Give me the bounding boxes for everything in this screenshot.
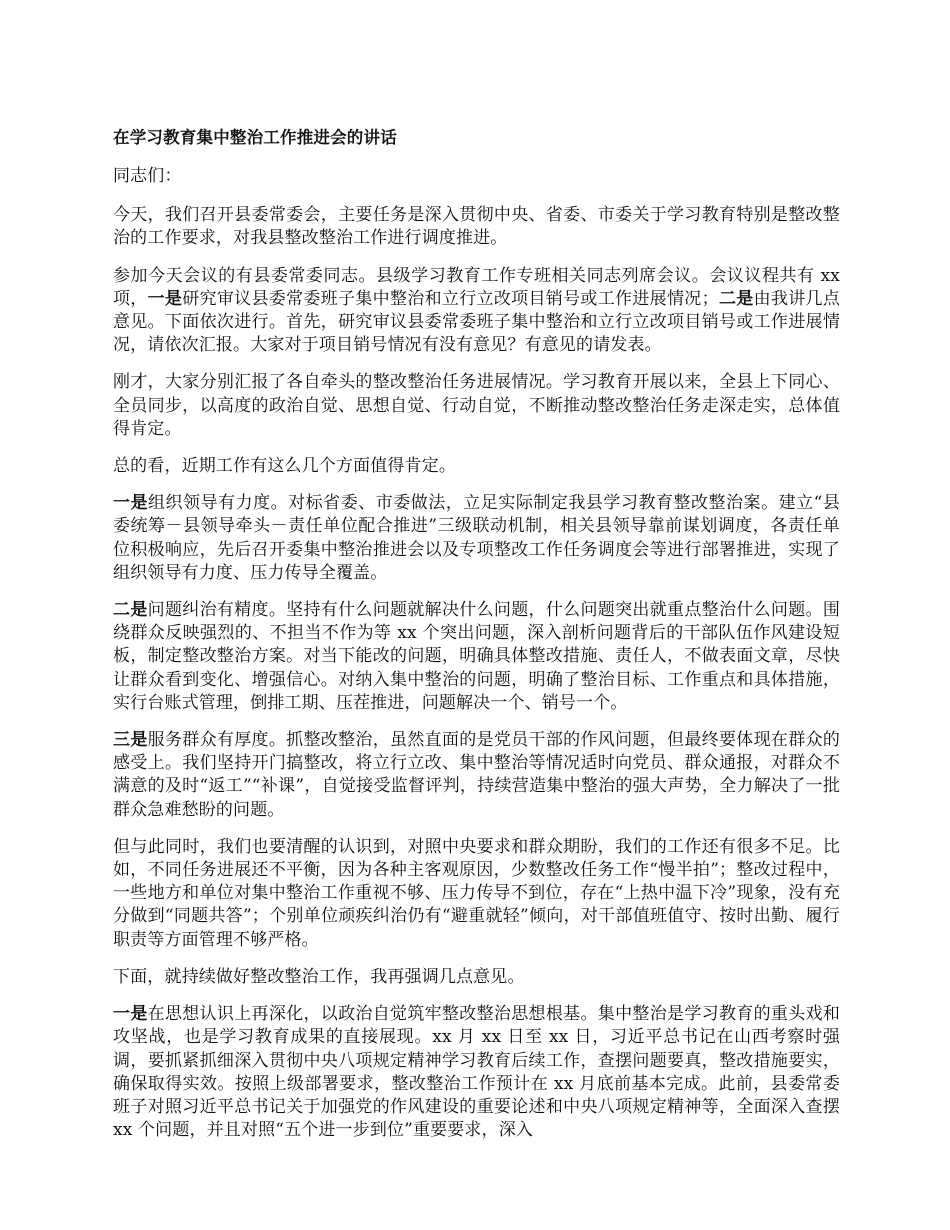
- paragraph-text: 参加今天会议的有县委常委同志。县级学习教育工作专班相关同志列席会议。会议议程共有 xx 项，: [113, 265, 840, 309]
- paragraph-text: 今天，我们召开县委常委会，主要任务是深入贯彻中央、省委、市委关于学习教育特别是整改整治的工作要求，对我县整改整治工作进行调度推进。: [113, 205, 840, 249]
- paragraph-text: 服务群众有厚度。抓整改整治，虽然直面的是党员干部的作风问题，但最终要体现在群众的感受上。我们坚持开门搞整改，将立行立改、集中整治等情况适时向党员、群众通报，对群众不满意的及时“返工”“补课”，自觉接受监督评判，持续营造集中整治的强大声势，全力解决了一批群众急难愁盼的问题。: [113, 730, 840, 820]
- paragraph-lead: 二是: [113, 600, 148, 621]
- paragraph-lead: 一是: [147, 288, 183, 309]
- paragraph-text: 但与此同时，我们也要清醒的认识到，对照中央要求和群众期盼，我们的工作还有很多不足。比如，不同任务进展还不平衡，因为各种主客观原因，少数整改任务工作“慢半拍”；整改过程中，一些地方和单位对集中整治工作重视不够、压力传导不到位，存在“上热中温下冷”现象，没有充分做到“同题共答”；个别单位顽疾纠治仍有“避重就轻”倾向，对干部值班值守、按时出勤、履行职责等方面管理不够严格。: [113, 836, 840, 950]
- paragraph-text: 在思想认识上再深化，以政治自觉筑牢整改整治思想根基。集中整治是学习教育的重头戏和攻坚战，也是学习教育成果的直接展现。xx 月 xx 日至 xx 日，习近平总书记在山西考察时强调，要抓紧抓细深入贯彻中央八项规定精神学习教育后续工作，查摆问题要真，整改措施要实，确保取得实效。按照上级部署要求，整改整治工作预计在 xx 月底前基本完成。此前，县委常委班子对照习近平总书记关于加强党的作风建设的重要论述和中央八项规定精神等，全面深入查摆 xx 个问题，并且对照“五个进一步到位”重要要求，深入: [113, 1004, 840, 1141]
- paragraph-text: 由我讲几点意见。下面依次进行。首先，研究审议县委常委班子集中整治和立行立改项目销号或工作进展情况，请依次汇报。大家对于项目销号情况有没有意见？有意见的请发表。: [113, 288, 840, 356]
- paragraph: [113, 492, 840, 585]
- paragraph-lead: 三是: [113, 730, 148, 751]
- paragraph-lead: 一是: [113, 1004, 148, 1025]
- paragraph: [113, 836, 840, 952]
- paragraph-text: 下面，就持续做好整改整治工作，我再强调几点意见。: [113, 966, 525, 987]
- paragraph-lead: 二是: [718, 288, 754, 309]
- document-body: [113, 204, 840, 1142]
- paragraph: [113, 966, 840, 989]
- paragraph: [113, 729, 840, 822]
- paragraph: [113, 204, 840, 250]
- paragraph: [113, 371, 840, 441]
- paragraph-text: 问题纠治有精度。坚持有什么问题就解决什么问题，什么问题突出就重点整治什么问题。围绕群众反映强烈的、不担当不作为等 xx 个突出问题，深入剖析问题背后的干部队伍作风建设短板，制定整改整治方案。对当下能改的问题，明确具体整改措施、责任人，不做表面文章，尽快让群众看到变化、增强信心。对纳入集中整治的问题，明确了整治目标、工作重点和具体措施，实行台账式管理，倒排工期、压茬推进，问题解决一个、销号一个。: [113, 600, 840, 713]
- paragraph-text: 刚才，大家分别汇报了各自牵头的整改整治任务进展情况。学习教育开展以来，全县上下同心、全员同步，以高度的政治自觉、思想自觉、行动自觉，不断推动整改整治任务走深走实，总体值得肯定。: [113, 372, 840, 439]
- paragraph-text: 总的看，近期工作有这么几个方面值得肯定。: [113, 456, 456, 477]
- document-title: 在学习教育集中整治工作推进会的讲话: [113, 128, 397, 147]
- paragraph: [113, 265, 840, 358]
- salutation: 同志们：: [113, 166, 182, 186]
- document-page: [113, 127, 840, 1156]
- paragraph: [113, 599, 840, 715]
- paragraph: [113, 1003, 840, 1142]
- paragraph: [113, 455, 840, 478]
- paragraph-text: 组织领导有力度。对标省委、市委做法，立足实际制定我县学习教育整改整治案。建立“县委统筹－县领导牵头－责任单位配合推进”三级联动机制，相关县领导靠前谋划调度，各责任单位积极响应，先后召开委集中整治推进会以及专项整改工作任务调度会等进行部署推进，实现了组织领导有力度、压力传导全覆盖。: [113, 493, 840, 583]
- paragraph-lead: 一是: [113, 493, 149, 514]
- paragraph-text: 研究审议县委常委班子集中整治和立行立改项目销号或工作进展情况；: [182, 288, 719, 309]
